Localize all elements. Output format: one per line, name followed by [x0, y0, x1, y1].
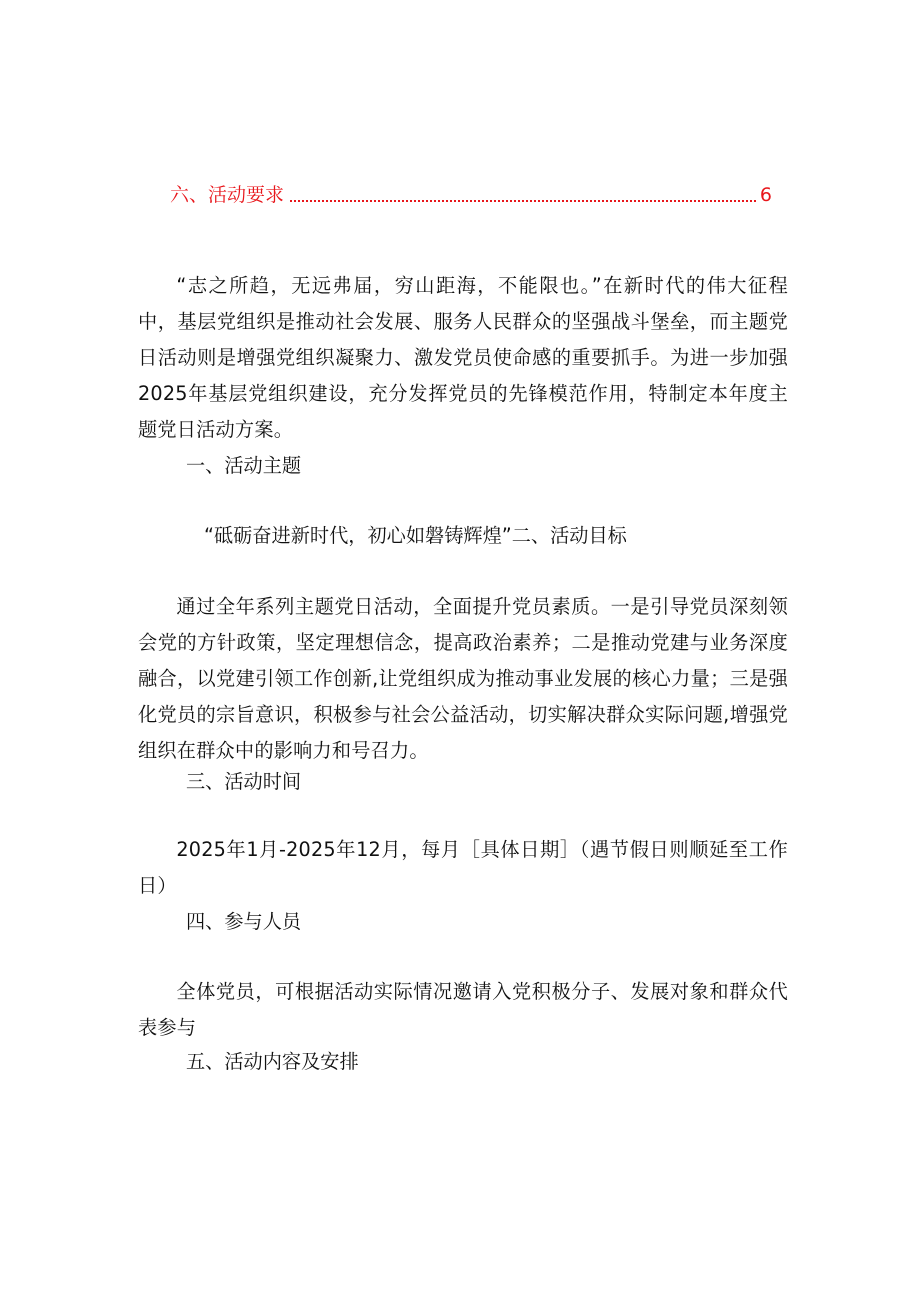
toc-entry-page-number: 6 [759, 184, 772, 206]
section-heading-content-arrangement: 五、活动内容及安排 [186, 1050, 359, 1073]
toc-entry-label: 六、活动要求 [170, 184, 285, 206]
toc-dot-leader [290, 199, 756, 202]
section-heading-time: 三、活动时间 [186, 770, 302, 793]
goal-paragraph: 通过全年系列主题党日活动，全面提升党员素质。一是引导党员深刻领会党的方针政策，坚定理想信念，提高政治素养；二是推动党建与业务深度融合，以党建引领工作创新,让党组织成为推动事业发展的核心力量；三是强化党员的宗旨意识，积极参与社会公益活动，切实解决群众实际问题,增强党组织在群众中的影响力和号召力。 [138, 595, 788, 762]
intro-paragraph: “志之所趋，无远弗届，穷山距海，不能限也。”在新时代的伟大征程中，基层党组织是推动社会发展、服务人民群众的坚强战斗堡垒，而主题党日活动则是增强党组织凝聚力、激发党员使命感的重要抓手。为进一步加强2025年基层党组织建设，充分发挥党员的先锋模范作用，特制定本年度主题党日活动方案。 [138, 274, 788, 441]
toc-entry-activity-requirements[interactable] [170, 180, 772, 210]
participants-paragraph: 全体党员，可根据活动实际情况邀请入党积极分子、发展对象和群众代表参与 [138, 980, 788, 1039]
section-heading-participants: 四、参与人员 [186, 910, 302, 933]
section-heading-theme: 一、活动主题 [186, 454, 302, 477]
time-paragraph: 2025年1月-2025年12月，每月［具体日期］（遇节假日则顺延至工作日） [138, 838, 788, 897]
theme-slogan-and-goal-heading: “砥砺奋进新时代，初心如磐铸辉煌”二、活动目标 [204, 524, 627, 547]
